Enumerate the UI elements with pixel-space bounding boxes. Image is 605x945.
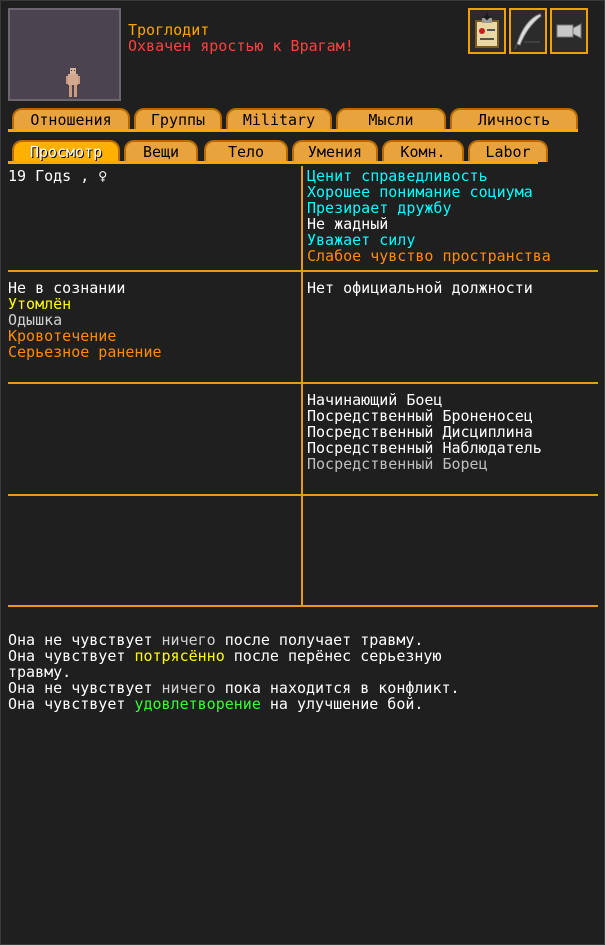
- age-sex-cell: [8, 168, 107, 184]
- tab-5[interactable]: Labor: [468, 140, 548, 162]
- conditions-cell: [8, 280, 162, 360]
- clipboard-arrow-icon: [473, 13, 501, 49]
- thought-segment: травму.: [8, 663, 72, 681]
- tab-2[interactable]: Military: [226, 108, 332, 130]
- thought-segment: после получает травму.: [215, 631, 424, 649]
- value-item: Слабое чувство пространства: [307, 247, 551, 265]
- thought-segment: Она не чувствует: [8, 631, 162, 649]
- follow-camera-button[interactable]: [550, 8, 588, 54]
- description-button[interactable]: [509, 8, 547, 54]
- unit-portrait: [8, 8, 121, 101]
- value-item: Презирает дружбу: [307, 199, 452, 217]
- value-item: Ценит справедливость: [307, 167, 488, 185]
- position-text: Нет официальной должности: [307, 279, 533, 297]
- tab-3[interactable]: Мысли: [336, 108, 446, 130]
- quill-icon: [512, 12, 544, 50]
- thought-line: [8, 632, 598, 648]
- assign-job-button[interactable]: [468, 8, 506, 54]
- condition-item: Не в сознании: [8, 279, 126, 297]
- position-cell: [307, 280, 533, 296]
- tab-1[interactable]: Вещи: [124, 140, 198, 162]
- condition-item: Серьезное ранение: [8, 343, 162, 361]
- condition-item: Утомлён: [8, 295, 72, 313]
- tab-0[interactable]: Отношения: [12, 108, 130, 130]
- skill-item: Начинающий Боец: [307, 391, 443, 409]
- camera-icon: [555, 20, 583, 42]
- condition-item: Кровотечение: [8, 327, 117, 345]
- skill-item: Посредственный Дисциплина: [307, 423, 533, 441]
- thoughts-list: [8, 632, 598, 712]
- thought-segment: Она не чувствует: [8, 679, 162, 697]
- unit-status: Охвачен яростью к Врагам!: [128, 37, 354, 55]
- troglodyte-sprite-icon: [66, 68, 80, 98]
- main-tab-bar-line: [8, 129, 578, 132]
- tab-0[interactable]: Просмотр: [12, 140, 120, 162]
- tab-4[interactable]: Комн.: [382, 140, 464, 162]
- thought-line: [8, 648, 598, 664]
- grid-divider-4: [8, 605, 598, 607]
- grid-divider-vertical: [301, 166, 303, 606]
- grid-divider-2: [8, 382, 598, 384]
- thought-line: [8, 664, 598, 680]
- age-sex-text: 19 Годs , ♀: [8, 167, 108, 185]
- thought-line: [8, 680, 598, 696]
- grid-divider-1: [8, 270, 598, 272]
- thought-segment: потрясённо: [134, 647, 225, 665]
- skill-item: Посредственный Борец: [307, 455, 488, 473]
- thought-segment: после перёнес серьезную: [224, 647, 442, 665]
- thought-segment: удовлетворение: [134, 695, 261, 713]
- skill-item: Посредственный Броненосец: [307, 407, 533, 425]
- unit-name: Троглодит: [128, 21, 210, 39]
- value-item: Хорошее понимание социума: [307, 183, 533, 201]
- tab-4[interactable]: Личность: [450, 108, 578, 130]
- grid-divider-3: [8, 494, 598, 496]
- values-cell: [307, 168, 551, 264]
- condition-item: Одышка: [8, 311, 63, 329]
- thought-segment: ничего: [161, 631, 216, 649]
- value-item: Не жадный: [307, 215, 389, 233]
- thought-line: [8, 696, 598, 712]
- thought-segment: на улучшение бой.: [260, 695, 424, 713]
- tab-1[interactable]: Группы: [134, 108, 222, 130]
- thought-segment: Она чувствует: [8, 695, 135, 713]
- tab-2[interactable]: Тело: [204, 140, 288, 162]
- thought-segment: пока находится в конфликт.: [215, 679, 460, 697]
- skill-item: Посредственный Наблюдатель: [307, 439, 542, 457]
- thought-segment: ничего: [161, 679, 216, 697]
- tab-3[interactable]: Умения: [292, 140, 378, 162]
- thought-segment: Она чувствует: [8, 647, 135, 665]
- value-item: Уважает силу: [307, 231, 416, 249]
- overview-grid: [0, 164, 605, 607]
- skills-cell: [307, 392, 542, 472]
